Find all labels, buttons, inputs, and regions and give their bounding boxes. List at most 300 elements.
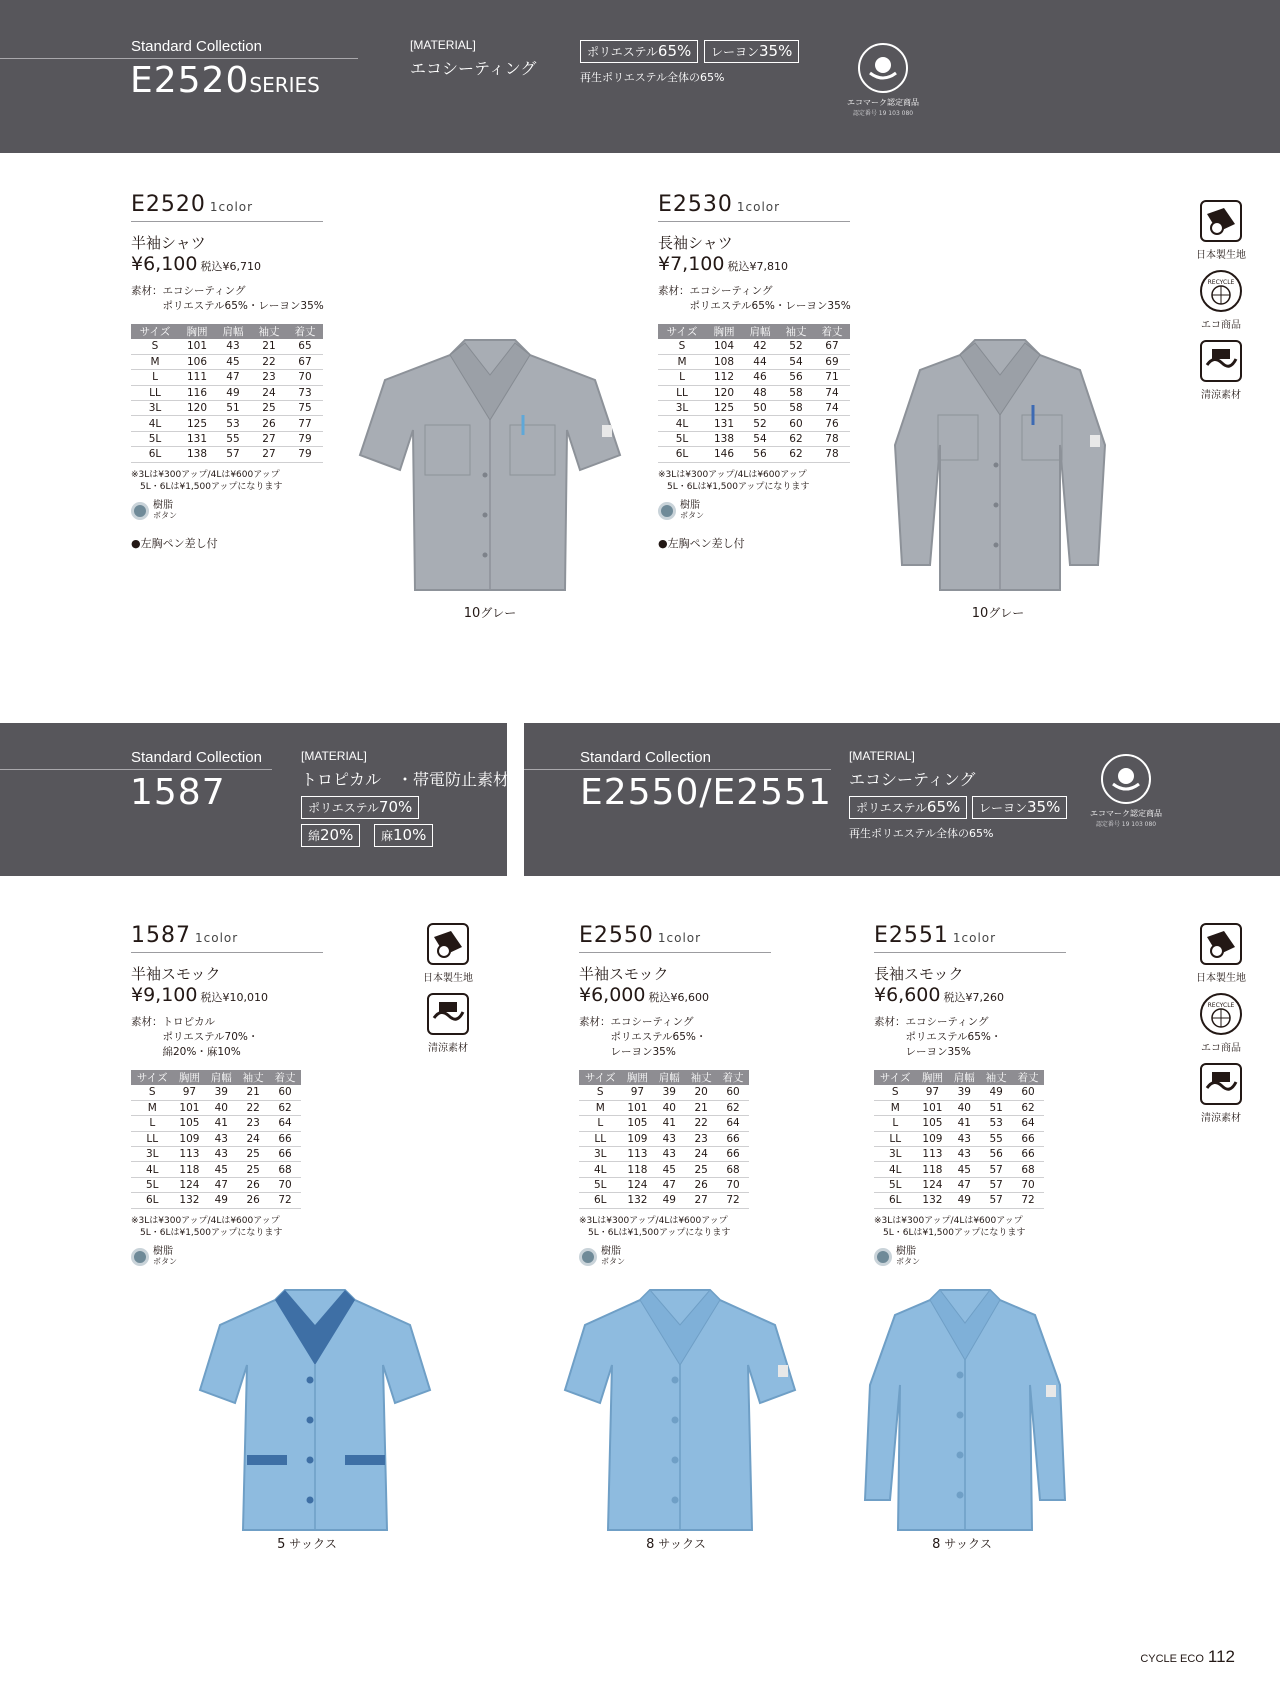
table-row	[579, 1147, 749, 1162]
table-cell: 39	[205, 1085, 237, 1100]
material-name: トロピカル ・帯電防止素材	[301, 770, 510, 789]
product-e2520	[131, 192, 323, 551]
cool-fabric-icon	[1204, 345, 1238, 377]
table-cell: 47	[205, 1177, 237, 1192]
table-cell: 79	[287, 447, 323, 462]
table-cell: LL	[131, 1131, 174, 1146]
table-row	[658, 401, 850, 416]
garment-image-e2530	[880, 335, 1120, 595]
product-1587	[131, 923, 323, 1267]
table-cell: 138	[179, 447, 215, 462]
table-cell: 74	[814, 385, 850, 400]
table-cell: 21	[251, 339, 287, 354]
table-cell: 132	[622, 1193, 654, 1208]
material-pill-linen: 麻10%	[374, 824, 433, 847]
table-cell: 43	[653, 1131, 685, 1146]
table-cell: 6L	[579, 1193, 622, 1208]
table-cell: 75	[287, 401, 323, 416]
table-row	[874, 1100, 1044, 1115]
table-cell: 69	[814, 354, 850, 369]
table-cell: 111	[179, 370, 215, 385]
table-cell: 52	[778, 339, 814, 354]
table-cell: 124	[622, 1177, 654, 1192]
table-cell: 67	[287, 354, 323, 369]
table-cell: 76	[814, 416, 850, 431]
table-row	[131, 1162, 301, 1177]
table-row	[131, 1116, 301, 1131]
table-cell: 3L	[131, 401, 179, 416]
color-label: 8 サックス	[646, 1537, 706, 1552]
product-price: ¥7,100 税込¥7,810	[658, 253, 788, 275]
table-cell: 45	[205, 1162, 237, 1177]
column-header: 着丈	[287, 324, 323, 339]
recycle-icon	[1202, 272, 1240, 310]
table-cell: 118	[174, 1162, 206, 1177]
table-row	[131, 339, 323, 354]
table-cell: 3L	[131, 1147, 174, 1162]
table-cell: 101	[174, 1100, 206, 1115]
table-row	[658, 385, 850, 400]
collection-divider	[0, 58, 358, 59]
table-row	[874, 1177, 1044, 1192]
column-header: 着丈	[1012, 1070, 1044, 1085]
table-cell: 43	[205, 1131, 237, 1146]
table-cell: 109	[174, 1131, 206, 1146]
feature-icon-cool: 清涼素材	[418, 993, 478, 1054]
table-cell: LL	[579, 1131, 622, 1146]
size-note: ※3Lは¥300アップ/4Lは¥600アップ 5L・6Lは¥1,500アップになります	[658, 469, 810, 492]
table-cell: 66	[269, 1147, 301, 1162]
table-cell: L	[874, 1116, 917, 1131]
table-cell: 72	[717, 1193, 749, 1208]
table-cell: M	[131, 1100, 174, 1115]
table-cell: 20	[685, 1085, 717, 1100]
table-cell: 21	[685, 1100, 717, 1115]
material-name: エコシーティング	[410, 59, 537, 78]
svg-text:RECYCLE: RECYCLE	[1207, 1002, 1235, 1009]
table-cell: 4L	[131, 1162, 174, 1177]
table-cell: 70	[269, 1177, 301, 1192]
table-cell: 105	[917, 1116, 949, 1131]
product-code: E2530 1color	[658, 192, 850, 222]
table-cell: 67	[814, 339, 850, 354]
table-cell: 66	[1012, 1131, 1044, 1146]
table-row	[131, 1085, 301, 1100]
table-row	[579, 1177, 749, 1192]
table-cell: 40	[653, 1100, 685, 1115]
table-cell: 46	[742, 370, 778, 385]
table-cell: 62	[778, 431, 814, 446]
table-cell: 104	[706, 339, 742, 354]
table-row	[131, 354, 323, 369]
fabric-roll-icon	[1204, 206, 1238, 236]
table-cell: 70	[1012, 1177, 1044, 1192]
table-header-row	[874, 1070, 1044, 1085]
table-cell: 41	[205, 1116, 237, 1131]
product-price: ¥6,600 税込¥7,260	[874, 984, 1004, 1006]
color-label: 8 サックス	[932, 1537, 992, 1552]
table-cell: 97	[622, 1085, 654, 1100]
table-cell: 68	[1012, 1162, 1044, 1177]
table-cell: 62	[717, 1100, 749, 1115]
table-cell: 62	[269, 1100, 301, 1115]
table-cell: 118	[917, 1162, 949, 1177]
collection-label: Standard Collection	[131, 749, 262, 766]
table-row	[658, 370, 850, 385]
table-cell: M	[658, 354, 706, 369]
table-cell: 24	[251, 385, 287, 400]
column-header: 着丈	[269, 1070, 301, 1085]
color-label: 5 サックス	[277, 1537, 337, 1552]
product-name: 長袖スモック	[874, 965, 964, 983]
table-cell: 138	[706, 431, 742, 446]
table-cell: 101	[917, 1100, 949, 1115]
table-cell: 101	[179, 339, 215, 354]
table-cell: 25	[237, 1147, 269, 1162]
table-row	[131, 401, 323, 416]
table-cell: 62	[778, 447, 814, 462]
color-label: 10グレー	[463, 606, 517, 621]
table-cell: 60	[778, 416, 814, 431]
table-cell: 54	[778, 354, 814, 369]
table-cell: 5L	[131, 431, 179, 446]
column-header: 袖丈	[251, 324, 287, 339]
table-cell: 57	[980, 1193, 1012, 1208]
table-cell: 49	[948, 1193, 980, 1208]
column-header: サイズ	[131, 324, 179, 339]
product-material: 素材：エコシーティング ポリエステル65%・ レーヨン35%	[874, 1016, 1002, 1058]
table-row	[658, 431, 850, 446]
table-row	[131, 1177, 301, 1192]
column-header: 肩幅	[215, 324, 251, 339]
table-cell: 42	[742, 339, 778, 354]
table-row	[874, 1131, 1044, 1146]
table-row	[131, 431, 323, 446]
button-material: 樹脂 ボタン	[658, 501, 850, 521]
recycled-note: 再生ポリエステル全体の65%	[849, 827, 994, 840]
table-cell: 43	[948, 1147, 980, 1162]
size-table	[658, 324, 850, 463]
table-row	[658, 354, 850, 369]
button-icon	[579, 1248, 597, 1266]
column-header: 袖丈	[778, 324, 814, 339]
table-cell: 78	[814, 431, 850, 446]
product-material: 素材：トロピカル ポリエステル70%・ 綿20%・麻10%	[131, 1016, 259, 1058]
table-row	[579, 1162, 749, 1177]
table-cell: 51	[980, 1100, 1012, 1115]
size-note: ※3Lは¥300アップ/4Lは¥600アップ 5L・6Lは¥1,500アップになります	[131, 469, 283, 492]
table-cell: 124	[917, 1177, 949, 1192]
size-table	[131, 1070, 301, 1209]
feature-note: ●左胸ペン差し付	[658, 536, 745, 550]
button-material: 樹脂 ボタン	[131, 1247, 323, 1267]
table-cell: 79	[287, 431, 323, 446]
table-cell: 66	[717, 1131, 749, 1146]
table-cell: 53	[980, 1116, 1012, 1131]
table-cell: 113	[174, 1147, 206, 1162]
table-cell: 5L	[579, 1177, 622, 1192]
svg-text:RECYCLE: RECYCLE	[1207, 279, 1235, 286]
table-cell: 26	[237, 1193, 269, 1208]
table-cell: LL	[131, 385, 179, 400]
table-cell: 72	[269, 1193, 301, 1208]
product-material: 素材：エコシーティング ポリエステル65%・ レーヨン35%	[579, 1016, 707, 1058]
ecomark-icon	[858, 43, 908, 93]
column-header: 袖丈	[237, 1070, 269, 1085]
table-cell: 6L	[658, 447, 706, 462]
table-header-row	[579, 1070, 749, 1085]
table-cell: 125	[179, 416, 215, 431]
table-cell: 60	[717, 1085, 749, 1100]
ecomark: エコマーク認定商品 認定番号 19 103 080	[1076, 754, 1176, 828]
table-cell: 27	[251, 431, 287, 446]
table-cell: 5L	[658, 431, 706, 446]
table-cell: LL	[874, 1131, 917, 1146]
table-row	[874, 1116, 1044, 1131]
table-cell: 4L	[131, 416, 179, 431]
column-header: 肩幅	[948, 1070, 980, 1085]
table-cell: 68	[269, 1162, 301, 1177]
product-e2551	[874, 923, 1066, 1267]
table-cell: M	[131, 354, 179, 369]
table-row	[131, 447, 323, 462]
table-cell: 72	[1012, 1193, 1044, 1208]
feature-icon-japan: 日本製生地	[1191, 200, 1251, 261]
table-cell: 49	[205, 1193, 237, 1208]
table-cell: 132	[917, 1193, 949, 1208]
table-cell: 53	[215, 416, 251, 431]
table-cell: 24	[237, 1131, 269, 1146]
feature-icon-japan: 日本製生地	[1191, 923, 1251, 984]
table-cell: 97	[917, 1085, 949, 1100]
table-row	[874, 1162, 1044, 1177]
table-cell: 4L	[658, 416, 706, 431]
recycled-note: 再生ポリエステル全体の65%	[580, 71, 725, 84]
button-material: 樹脂 ボタン	[874, 1247, 1066, 1267]
table-cell: 105	[174, 1116, 206, 1131]
table-cell: 116	[179, 385, 215, 400]
table-cell: S	[579, 1085, 622, 1100]
series-title: 1587	[130, 772, 226, 813]
table-row	[131, 385, 323, 400]
table-cell: S	[874, 1085, 917, 1100]
feature-icon-cool: 清涼素材	[1191, 340, 1251, 401]
table-cell: S	[131, 339, 179, 354]
table-cell: 6L	[874, 1193, 917, 1208]
cool-fabric-icon	[431, 998, 465, 1030]
table-cell: 131	[179, 431, 215, 446]
collection-divider	[524, 769, 831, 770]
table-row	[131, 1193, 301, 1208]
table-cell: 47	[948, 1177, 980, 1192]
table-cell: 64	[1012, 1116, 1044, 1131]
table-cell: 68	[717, 1162, 749, 1177]
table-cell: 24	[685, 1147, 717, 1162]
button-icon	[658, 502, 676, 520]
table-cell: 55	[980, 1131, 1012, 1146]
size-note: ※3Lは¥300アップ/4Lは¥600アップ 5L・6Lは¥1,500アップになります	[874, 1215, 1026, 1238]
feature-icon-japan: 日本製生地	[418, 923, 478, 984]
table-cell: 65	[287, 339, 323, 354]
table-cell: 49	[653, 1193, 685, 1208]
table-cell: 41	[948, 1116, 980, 1131]
product-material: 素材：エコシーティング ポリエステル65%・レーヨン35%	[131, 285, 324, 312]
table-cell: 105	[622, 1116, 654, 1131]
column-header: サイズ	[874, 1070, 917, 1085]
feature-note: ●左胸ペン差し付	[131, 536, 218, 550]
product-name: 半袖スモック	[131, 965, 221, 983]
table-cell: 5L	[874, 1177, 917, 1192]
table-cell: 26	[685, 1177, 717, 1192]
table-cell: 45	[215, 354, 251, 369]
table-cell: 39	[653, 1085, 685, 1100]
material-label: [MATERIAL]	[410, 38, 476, 52]
column-header: サイズ	[131, 1070, 174, 1085]
table-cell: 58	[778, 385, 814, 400]
table-row	[131, 416, 323, 431]
collection-label: Standard Collection	[580, 749, 711, 766]
column-header: 肩幅	[205, 1070, 237, 1085]
table-cell: 21	[237, 1085, 269, 1100]
table-cell: 57	[980, 1177, 1012, 1192]
table-cell: 108	[706, 354, 742, 369]
table-cell: 106	[179, 354, 215, 369]
ecomark: エコマーク認定商品 認定番号 19 103 080	[833, 43, 933, 117]
feature-icon-eco: RECYCLE エコ商品	[1191, 270, 1251, 331]
size-note: ※3Lは¥300アップ/4Lは¥600アップ 5L・6Lは¥1,500アップになります	[131, 1215, 283, 1238]
table-cell: L	[131, 1116, 174, 1131]
table-cell: 22	[251, 354, 287, 369]
table-row	[579, 1085, 749, 1100]
column-header: 胸囲	[706, 324, 742, 339]
table-cell: 48	[742, 385, 778, 400]
table-cell: 66	[269, 1131, 301, 1146]
page-footer	[1140, 1647, 1235, 1667]
material-pill-polyester: ポリエステル65%	[580, 40, 698, 63]
table-cell: 109	[917, 1131, 949, 1146]
column-header: サイズ	[579, 1070, 622, 1085]
table-cell: 23	[251, 370, 287, 385]
table-cell: M	[874, 1100, 917, 1115]
product-name: 半袖シャツ	[131, 234, 206, 252]
table-row	[579, 1131, 749, 1146]
table-cell: 25	[251, 401, 287, 416]
button-material: 樹脂 ボタン	[131, 501, 323, 521]
table-cell: 55	[215, 431, 251, 446]
product-name: 半袖スモック	[579, 965, 669, 983]
table-row	[131, 1100, 301, 1115]
material-pill-polyester: ポリエステル65%	[849, 796, 967, 819]
collection-label: Standard Collection	[131, 38, 262, 55]
table-cell: 132	[174, 1193, 206, 1208]
table-cell: 4L	[579, 1162, 622, 1177]
table-cell: 74	[814, 401, 850, 416]
garment-image-1587	[195, 1285, 435, 1535]
product-price: ¥6,100 税込¥6,710	[131, 253, 261, 275]
table-cell: 60	[269, 1085, 301, 1100]
table-cell: 45	[653, 1162, 685, 1177]
series-title: E2550/E2551	[580, 772, 832, 813]
table-cell: 56	[778, 370, 814, 385]
table-row	[131, 370, 323, 385]
feature-icon-eco: RECYCLE エコ商品	[1191, 993, 1251, 1054]
size-note: ※3Lは¥300アップ/4Lは¥600アップ 5L・6Lは¥1,500アップになります	[579, 1215, 731, 1238]
table-row	[874, 1085, 1044, 1100]
garment-image-e2520	[355, 335, 625, 595]
column-header: 袖丈	[685, 1070, 717, 1085]
table-cell: 120	[706, 385, 742, 400]
page-number: 112	[1207, 1647, 1235, 1666]
product-e2550	[579, 923, 771, 1267]
button-material: 樹脂 ボタン	[579, 1247, 771, 1267]
table-cell: 47	[653, 1177, 685, 1192]
table-cell: 57	[215, 447, 251, 462]
fabric-roll-icon	[1204, 929, 1238, 959]
table-cell: 40	[948, 1100, 980, 1115]
table-cell: 39	[948, 1085, 980, 1100]
table-cell: 70	[717, 1177, 749, 1192]
table-cell: 49	[980, 1085, 1012, 1100]
table-cell: 43	[653, 1147, 685, 1162]
size-table	[579, 1070, 749, 1209]
garment-image-e2551	[860, 1285, 1070, 1535]
table-cell: 25	[237, 1162, 269, 1177]
table-cell: 22	[685, 1116, 717, 1131]
table-cell: L	[658, 370, 706, 385]
table-row	[658, 416, 850, 431]
table-row	[579, 1193, 749, 1208]
color-label: 10グレー	[971, 606, 1025, 621]
table-cell: 51	[215, 401, 251, 416]
table-cell: 6L	[131, 1193, 174, 1208]
column-header: 肩幅	[653, 1070, 685, 1085]
table-cell: 113	[917, 1147, 949, 1162]
table-cell: 47	[215, 370, 251, 385]
series-header-1587	[0, 723, 510, 876]
table-cell: 43	[205, 1147, 237, 1162]
material-pill-polyester: ポリエステル70%	[301, 796, 419, 819]
table-row	[874, 1193, 1044, 1208]
table-cell: LL	[658, 385, 706, 400]
table-cell: 109	[622, 1131, 654, 1146]
table-cell: 97	[174, 1085, 206, 1100]
table-cell: 27	[251, 447, 287, 462]
table-cell: 120	[179, 401, 215, 416]
column-header: 着丈	[717, 1070, 749, 1085]
table-cell: 27	[685, 1193, 717, 1208]
table-cell: 43	[948, 1131, 980, 1146]
table-cell: 26	[251, 416, 287, 431]
table-cell: 49	[215, 385, 251, 400]
column-header: 胸囲	[917, 1070, 949, 1085]
table-cell: 4L	[874, 1162, 917, 1177]
table-cell: 58	[778, 401, 814, 416]
table-cell: 22	[237, 1100, 269, 1115]
table-cell: L	[579, 1116, 622, 1131]
table-cell: 112	[706, 370, 742, 385]
size-table	[131, 324, 323, 463]
table-cell: L	[131, 370, 179, 385]
button-icon	[874, 1248, 892, 1266]
product-material: 素材：エコシーティング ポリエステル65%・レーヨン35%	[658, 285, 851, 312]
table-cell: 113	[622, 1147, 654, 1162]
table-cell: 44	[742, 354, 778, 369]
button-icon	[131, 502, 149, 520]
product-code: E2520 1color	[131, 192, 323, 222]
table-cell: 125	[706, 401, 742, 416]
product-name: 長袖シャツ	[658, 234, 733, 252]
product-code: E2550 1color	[579, 923, 771, 953]
